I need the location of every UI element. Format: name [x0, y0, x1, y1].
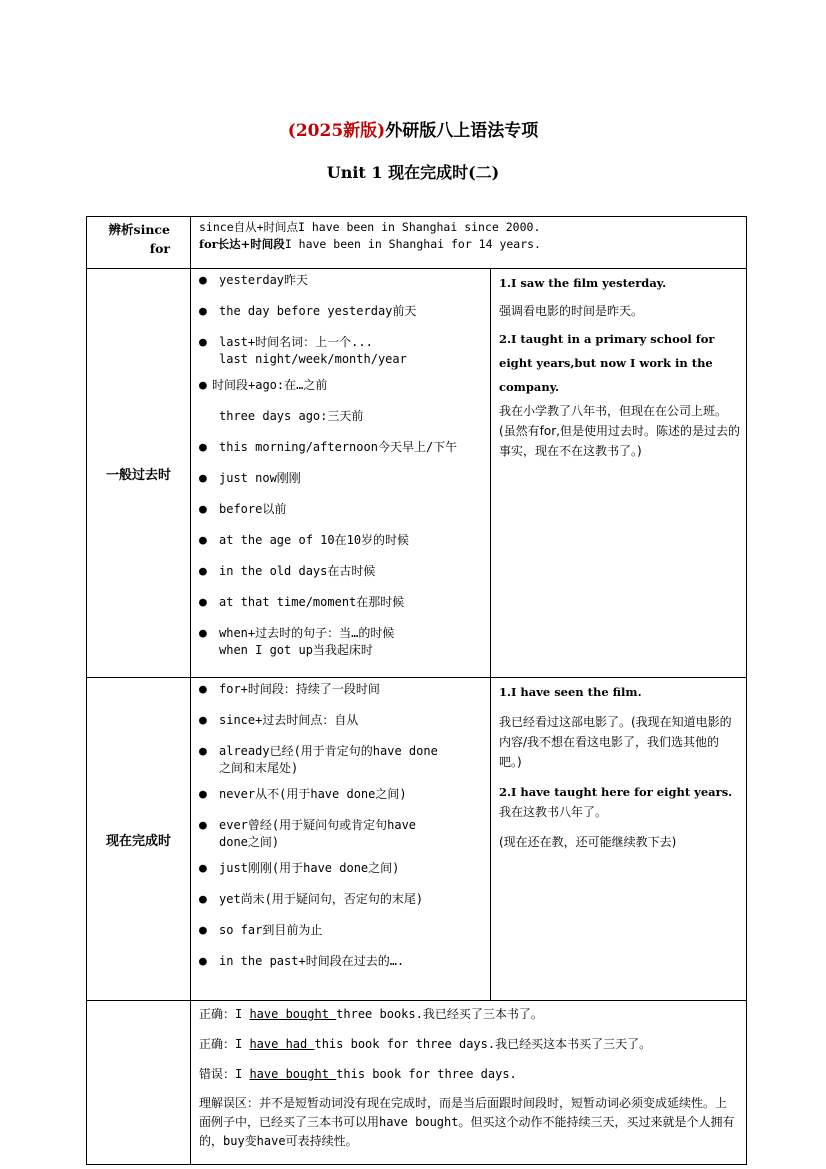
title-text: 外研版八上语法专项 — [385, 121, 539, 141]
note-underlined: have bought — [249, 1067, 337, 1081]
past-example-2-note: 我在小学教了八年书，但现在在公司上班。(虽然有for,但是使用过去时。陈述的是过去的事实，现在不在这教书了。) — [499, 404, 740, 458]
marker-text: 时间段+ago:在…之前 — [212, 378, 328, 392]
bullet-icon: ● — [199, 533, 207, 548]
note-underlined: have had — [249, 1037, 315, 1051]
wrong-example — [199, 1064, 738, 1084]
notes-row — [87, 1001, 747, 1165]
notes-label — [87, 1001, 191, 1165]
list-item — [199, 860, 484, 882]
perfect-example-1-note: 我已经看过这部电影了。(我现在知道电影的内容/我不想在看这电影了，我们选其他的吧。) — [499, 715, 732, 769]
past-example-1-note: 强调看电影的时间是昨天。 — [499, 304, 644, 318]
list-item — [199, 594, 484, 616]
note-prefix: 错误：I — [199, 1067, 250, 1081]
marker-text: in the past+时间段在过去的…. — [219, 954, 405, 968]
note-rest: three books.我已经买了三本书了。 — [336, 1007, 543, 1021]
bullet-icon: ● — [199, 713, 207, 728]
marker-text: since+过去时间点：自从 — [219, 713, 359, 727]
bullet-icon: ● — [199, 304, 207, 319]
bullet-icon: ● — [199, 595, 207, 610]
past-example-2: 2.I taught in a primary school for eight years,but now I work in the company. — [499, 332, 715, 394]
page-title — [0, 116, 826, 141]
bullet-icon: ● — [199, 378, 207, 393]
marker-text: at the age of 10在10岁的时候 — [219, 533, 410, 547]
list-item — [199, 408, 484, 430]
perfect-examples — [491, 678, 747, 1001]
list-item — [199, 625, 484, 659]
perfect-row — [87, 678, 747, 1001]
marker-text: so far到目前为止 — [219, 923, 323, 937]
list-item — [199, 501, 484, 523]
bullet-icon: ● — [199, 335, 207, 350]
list-item — [199, 712, 484, 734]
note-prefix: 正确：I — [199, 1037, 250, 1051]
for-line — [199, 236, 738, 253]
since-line: since自从+时间点I have been in Shanghai since 2000. — [199, 220, 541, 234]
list-item — [199, 922, 484, 944]
marker-text: before以前 — [219, 502, 287, 516]
bullet-icon: ● — [199, 626, 207, 641]
note-rest: this book for three days.我已经买这本书买了三天了。 — [314, 1037, 652, 1051]
misconception-note: 理解误区：并不是短暂动词没有现在完成时，而是当后面跟时间段时，短暂动词必须变成延续性。上面例子中，已经买了三本书可以用have bought。但买这个动作不能持续三天，买过来就是个人拥有的，buy变have可表持续性。 — [199, 1096, 735, 1148]
marker-text: last night/week/month/year — [219, 352, 407, 366]
marker-text: yet尚未(用于疑问句，否定句的末尾) — [219, 892, 424, 906]
for-label: for长达+时间段 — [199, 237, 285, 251]
marker-text: 之间和末尾处) — [219, 761, 299, 775]
list-item — [199, 334, 484, 368]
for-sentence: I have been in Shanghai for 14 years. — [284, 237, 541, 251]
compare-header-line2: for — [149, 241, 170, 256]
list-item — [199, 272, 484, 294]
marker-text: when I got up当我起床时 — [219, 643, 373, 657]
bullet-icon: ● — [199, 861, 207, 876]
note-prefix: 正确：I — [199, 1007, 250, 1021]
bullet-icon: ● — [199, 954, 207, 969]
compare-header-line1: 辨析since — [108, 222, 170, 237]
notes-content — [191, 1001, 747, 1165]
marker-text: ever曾经(用于疑问句或肯定句have — [219, 818, 417, 832]
perfect-example-2-note: (现在还在教，还可能继续教下去) — [499, 835, 677, 849]
list-item — [199, 743, 484, 777]
list-item — [199, 470, 484, 492]
bullet-icon: ● — [199, 502, 207, 517]
past-row — [87, 269, 747, 678]
marker-text: three days ago:三天前 — [219, 409, 364, 423]
marker-text: just now刚刚 — [219, 471, 301, 485]
marker-text: never从不(用于have done之间) — [219, 787, 407, 801]
bullet-icon: ● — [199, 787, 207, 802]
list-item — [199, 891, 484, 913]
perfect-example-1: 1.I have seen the film. — [499, 685, 642, 699]
list-item — [199, 563, 484, 585]
compare-row — [87, 217, 747, 269]
compare-header — [87, 217, 191, 269]
list-item — [199, 817, 484, 851]
grammar-table — [86, 216, 747, 1165]
marker-text: when+过去时的句子：当…的时候 — [219, 626, 395, 640]
bullet-icon: ● — [199, 273, 207, 288]
list-item — [199, 681, 484, 703]
list-item — [199, 786, 484, 808]
bullet-icon: ● — [199, 682, 207, 697]
correct-example-2 — [199, 1034, 738, 1054]
compare-content — [191, 217, 747, 269]
marker-text: yesterday昨天 — [219, 273, 309, 287]
bullet-icon: ● — [199, 892, 207, 907]
marker-text: already已经(用于肯定句的have done — [219, 744, 438, 758]
list-item — [199, 953, 484, 975]
edition-tag: (2025新版) — [287, 121, 386, 141]
perfect-example-2-cn: 我在这教书八年了。 — [499, 805, 608, 819]
note-rest: this book for three days. — [336, 1067, 517, 1081]
marker-text: just刚刚(用于have done之间) — [219, 861, 400, 875]
past-markers — [191, 269, 491, 678]
bullet-icon: ● — [199, 923, 207, 938]
perfect-example-2-en: 2.I have taught here for eight years. — [499, 785, 733, 799]
perfect-markers — [191, 678, 491, 1001]
list-item — [199, 377, 484, 399]
list-item — [199, 439, 484, 461]
marker-text: last+时间名词：上一个... — [219, 335, 373, 349]
bullet-icon: ● — [199, 818, 207, 833]
marker-text: done之间) — [219, 835, 280, 849]
marker-text: at that time/moment在那时候 — [219, 595, 405, 609]
perfect-example-2 — [499, 782, 740, 822]
list-item — [199, 303, 484, 325]
correct-example-1 — [199, 1004, 738, 1024]
list-item — [199, 532, 484, 554]
bullet-icon: ● — [199, 440, 207, 455]
bullet-icon: ● — [199, 744, 207, 759]
marker-text: this morning/afternoon今天早上/下午 — [219, 440, 458, 454]
past-examples — [491, 269, 747, 678]
marker-text: the day before yesterday前天 — [219, 304, 417, 318]
perfect-label: 现在完成时 — [87, 678, 191, 1001]
marker-text: for+时间段：持续了一段时间 — [219, 682, 380, 696]
unit-subtitle: Unit 1 现在完成时(二) — [326, 163, 500, 182]
past-example-1: 1.I saw the film yesterday. — [499, 276, 667, 290]
bullet-icon: ● — [199, 471, 207, 486]
note-underlined: have bought — [249, 1007, 337, 1021]
past-label: 一般过去时 — [87, 269, 191, 678]
bullet-icon: ● — [199, 564, 207, 579]
marker-text: in the old days在古时候 — [219, 564, 376, 578]
